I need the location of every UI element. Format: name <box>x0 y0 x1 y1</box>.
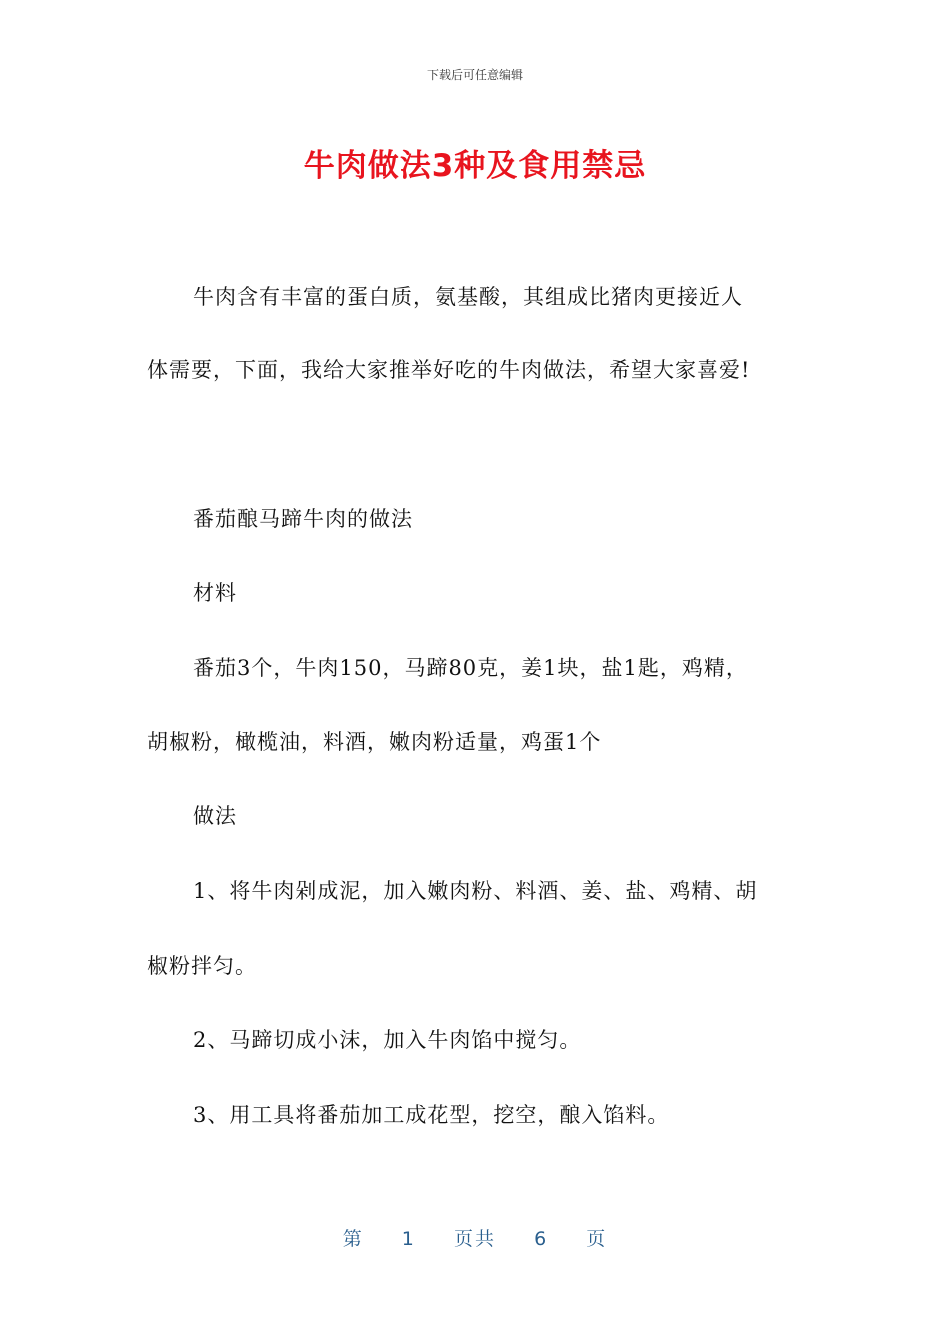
recipe-name: 番茄酿马蹄牛肉的做法 <box>193 507 413 531</box>
document-title: 牛肉做法3种及食用禁忌 <box>303 148 647 184</box>
footer-suffix: 页 <box>586 1228 608 1250</box>
header-note: 下载后可任意编辑 <box>426 68 523 82</box>
step-2: 2、马蹄切成小沫，加入牛肉馅中搅匀。 <box>193 1028 582 1052</box>
materials-line-2: 胡椒粉，橄榄油，料酒，嫩肉粉适量，鸡蛋1个 <box>147 730 602 754</box>
materials-heading: 材料 <box>193 581 237 605</box>
intro-paragraph-line-1: 牛肉含有丰富的蛋白质，氨基酸，其组成比猪肉更接近人 <box>193 285 743 309</box>
step-1-line-2: 椒粉拌匀。 <box>147 954 257 978</box>
materials-line-1: 番茄3个，牛肉150，马蹄80克，姜1块，盐1匙，鸡精， <box>193 656 748 680</box>
step-1-line-1: 1、将牛肉剁成泥，加入嫩肉粉、料酒、姜、盐、鸡精、胡 <box>193 879 758 903</box>
footer-page-number: 1 <box>401 1228 416 1250</box>
step-3: 3、用工具将番茄加工成花型，挖空，酿入馅料。 <box>193 1103 670 1127</box>
footer-total-pages: 6 <box>534 1228 549 1250</box>
footer-prefix: 第 <box>342 1228 364 1250</box>
method-heading: 做法 <box>193 804 237 828</box>
footer-mid: 页共 <box>453 1228 496 1250</box>
page-footer <box>0 1224 950 1251</box>
intro-paragraph-line-2: 体需要，下面，我给大家推举好吃的牛肉做法，希望大家喜爱! <box>147 358 751 382</box>
